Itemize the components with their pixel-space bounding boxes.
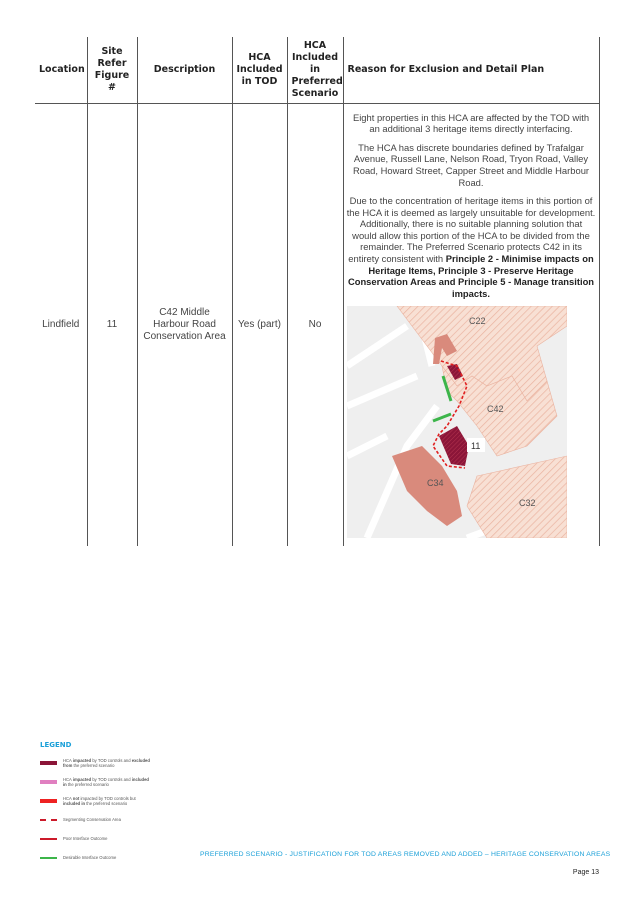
- legend-text-part: impacted: [72, 757, 92, 763]
- legend-text-part: not: [72, 795, 80, 801]
- legend-item: [40, 810, 240, 829]
- header-hca-tod: HCA Included in TOD: [232, 37, 287, 104]
- hca-table: [35, 37, 600, 546]
- label-c34: C34: [426, 478, 444, 489]
- legend: [40, 741, 240, 867]
- legend-swatch: [40, 761, 57, 765]
- legend-text: [63, 855, 116, 860]
- legend-text: [63, 758, 150, 768]
- site-map: [347, 306, 567, 538]
- legend-text-part: impacted: [72, 776, 92, 782]
- legend-text-part: from: [63, 762, 73, 768]
- legend-text: [63, 777, 149, 787]
- legend-text-part: the preferred scenario: [66, 781, 109, 787]
- legend-text-part: Desirable Interface Outcome: [63, 855, 117, 860]
- legend-text-part: HCA: [63, 776, 73, 782]
- legend-swatch: [40, 838, 57, 840]
- legend-text-part: excluded: [131, 757, 150, 763]
- legend-text-part: included: [131, 776, 149, 782]
- legend-item: [40, 791, 240, 810]
- legend-text-part: impacted by TOD controls but: [79, 795, 136, 801]
- page-number: Page 13: [572, 869, 599, 876]
- legend-swatch: [40, 819, 57, 821]
- legend-item: [40, 829, 240, 848]
- legend-text: [63, 836, 107, 841]
- cell-hca-tod: Yes (part): [232, 104, 287, 547]
- label-c22: C22: [468, 316, 486, 327]
- label-c42: C42: [486, 404, 504, 415]
- legend-text-part: HCA: [63, 795, 73, 801]
- cell-reason: [343, 104, 599, 547]
- legend-text-part: in: [63, 781, 67, 787]
- cell-hca-preferred: No: [287, 104, 343, 547]
- legend-swatch: [40, 799, 57, 803]
- legend-text-part: included in: [63, 800, 86, 806]
- legend-text: [63, 796, 136, 806]
- header-description: Description: [137, 37, 232, 104]
- header-location: Location: [35, 37, 87, 104]
- legend-item: [40, 772, 240, 791]
- table-row: [35, 104, 599, 547]
- page-footer-title: PREFERRED SCENARIO - JUSTIFICATION FOR TOD AREAS REMOVED AND ADDED – HERITAGE CONSERVATION AREAS: [200, 851, 611, 858]
- reason-para-3: [347, 195, 596, 299]
- legend-text-part: the preferred scenario: [72, 762, 115, 768]
- legend-text-part: by TOD controls and: [91, 776, 132, 782]
- reason-para-3-text: Due to the concentration of heritage items in this portion of the HCA it is deemed as largely unsuitable for development. Additionally, there is no suitable planning solution that would allow this portion of the HCA to be divided from the remainder. The Preferred Scenario protects C42 in its entirety consistent with: [346, 195, 596, 265]
- cell-site: 11: [87, 104, 137, 547]
- site-11-label: 11: [470, 441, 480, 452]
- legend-text-part: Segmenting Conservation Area: [63, 817, 121, 822]
- legend-swatch: [40, 780, 57, 784]
- reason-principles: Principle 2 - Minimise impacts on Heritage Items, Principle 3 - Preserve Heritage Conservation Areas and Principle 5 - Manage transition impacts.: [347, 253, 595, 299]
- legend-swatch: [40, 857, 57, 859]
- header-hca-preferred: HCA Included in Preferred Scenario: [287, 37, 343, 104]
- legend-item: [40, 753, 240, 772]
- legend-text: [63, 817, 121, 822]
- legend-title: LEGEND: [40, 741, 72, 749]
- reason-para-2: The HCA has discrete boundaries defined by Trafalgar Avenue, Russell Lane, Nelson Road, Tryon Road, Valley Road, Howard Street, Capper Street and Middle Harbour Road.: [352, 141, 590, 188]
- table-header-row: [35, 37, 599, 104]
- cell-description: C42 Middle Harbour Road Conservation Area: [137, 104, 232, 547]
- cell-location: Lindfield: [35, 104, 87, 547]
- legend-text-part: the preferred scenario: [85, 800, 128, 806]
- label-c32: C32: [518, 498, 536, 509]
- header-reason: Reason for Exclusion and Detail Plan: [343, 37, 599, 104]
- legend-text-part: Poor Interface Outcome: [63, 836, 108, 841]
- legend-text-part: by TOD controls and: [91, 757, 132, 763]
- legend-items: [40, 753, 240, 867]
- reason-para-1: Eight properties in this HCA are affected by the TOD with an additional 3 heritage items directly interfacing.: [352, 111, 590, 135]
- legend-text-part: HCA: [63, 757, 73, 763]
- header-site-refer: Site Refer Figure #: [87, 37, 137, 104]
